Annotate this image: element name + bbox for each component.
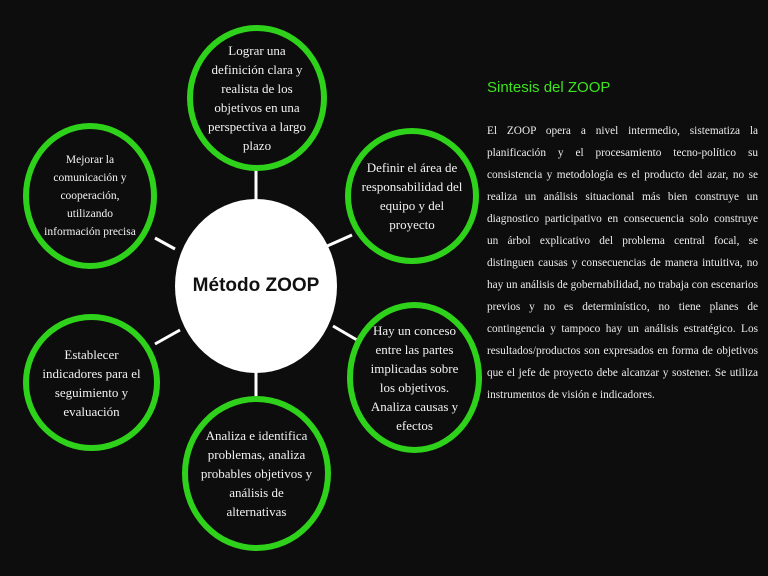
node-responsibility	[345, 128, 479, 264]
connector-bottom-left	[155, 330, 180, 344]
node-communication-label: Mejorar la comunicación y cooperación, utilizando información precisa	[44, 154, 136, 238]
node-objectives	[187, 25, 327, 171]
panel-title: Sintesis del ZOOP	[487, 79, 611, 96]
node-responsibility-label: Definir el área de responsabilidad del equipo y del proyecto	[361, 160, 463, 232]
node-indicators-label: Establecer indicadores para el seguimiento y evaluación	[42, 346, 141, 419]
panel-body: El ZOOP opera a nivel intermedio, sistematiza la planificación y el procesamiento tecno-político su consistencia y metodología es el producto del azar, no se realiza un análisis situacional más bien construye un diagnostico participativo en consecuencia solo construye un árbol explicativo del problema central focal, se distinguen causas y consecuencias de manera intuitiva, no hay un análisis de gobernabilidad, no trabaja con escenarios previos y no es determinístico, no tiene planes de contingencia y tampoco hay un análisis estratégico. Los resultados/productos son expresados en forma de objetivos que el jefe de proyecto debe alcanzar y sostener. Se utiliza instrumentos de visión e indicadores.	[487, 125, 758, 401]
center-node	[175, 199, 337, 373]
node-indicators	[23, 314, 160, 451]
node-problem-analysis-label: Analiza e identifica problemas, analiza probables objetivos y análisis de alternativas	[200, 428, 313, 519]
connector-top-left	[155, 238, 175, 249]
node-objectives-label: Lograr una definición clara y realista de los objetivos en una perspectiva a largo plazo	[208, 43, 306, 153]
node-consensus	[347, 302, 482, 453]
node-consensus-label: Hay un conceso entre las partes implicadas sobre los objetivos. Analiza causas y efectos	[370, 322, 459, 433]
center-label: Método ZOOP	[192, 275, 320, 296]
node-communication	[23, 123, 157, 269]
connector-top-right	[325, 235, 352, 247]
node-problem-analysis	[182, 396, 331, 551]
